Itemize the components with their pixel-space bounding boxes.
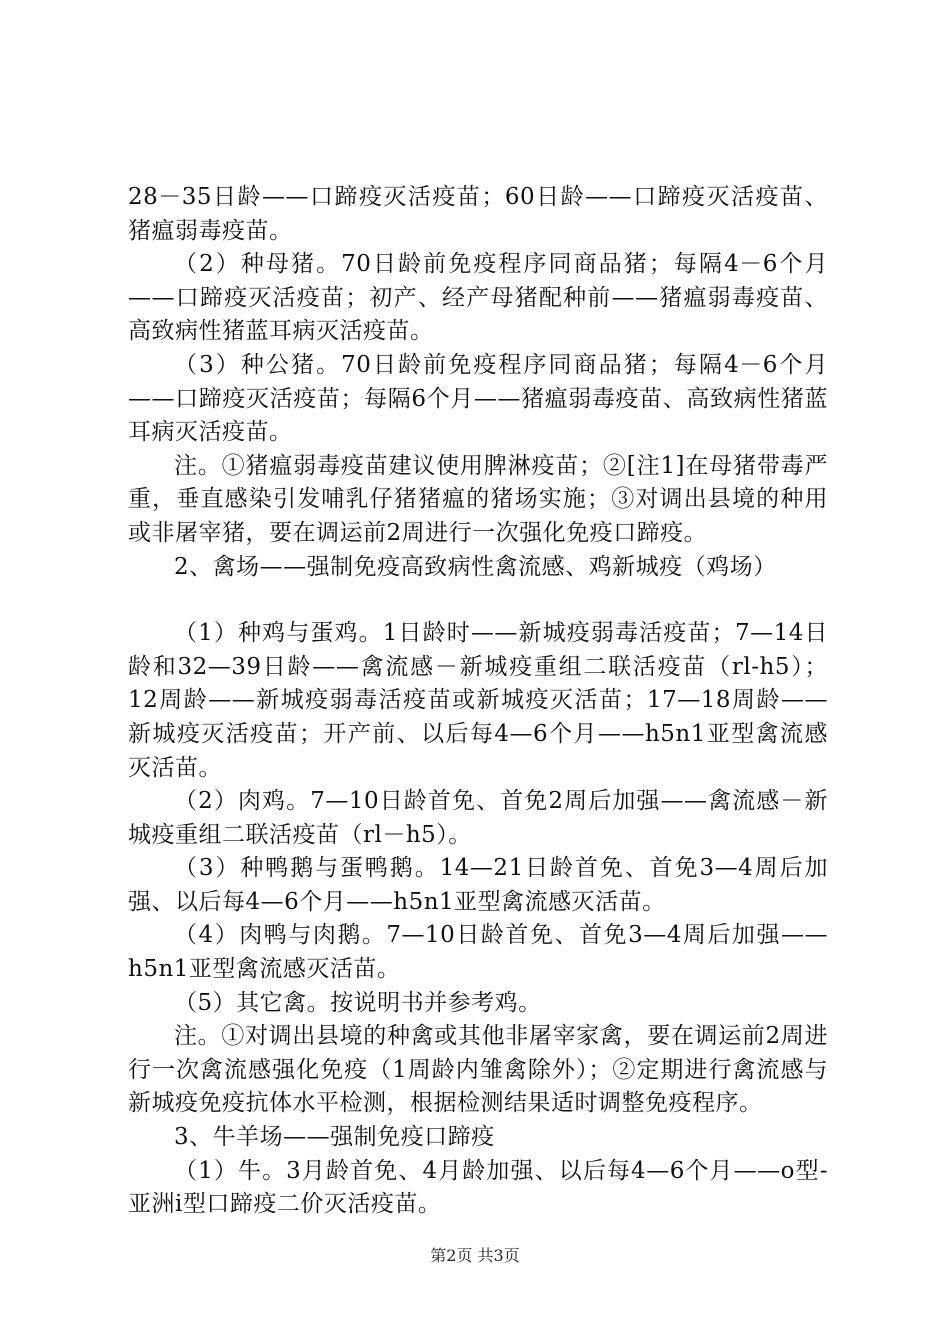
paragraph-meat-ducks-geese: （4）肉鸭与肉鹅。7—10日龄首免、首免3—4周后加强——h5n1亚型禽流感灭活苗。 [128, 922, 828, 983]
paragraph-cattle: （1）牛。3月龄首免、4月龄加强、以后每4—6个月——o型-亚洲i型口蹄疫二价灭活疫苗。 [128, 1157, 828, 1218]
paragraph-piglet-schedule: 28－35日龄——口蹄疫灭活疫苗；60日龄——口蹄疫灭活疫苗、猪瘟弱毒疫苗。 [128, 184, 828, 244]
section-heading-cattle-sheep: 3、牛羊场——强制免疫口蹄疫 [174, 1124, 495, 1151]
paragraph-breeder-layer-chicken: （1）种鸡与蛋鸡。1日龄时——新城疫弱毒活疫苗；7—14日龄和32—39日龄——禽流感－新城疫重组二联活疫苗（rl-h5）；12周龄——新城疫弱毒活疫苗或新城疫灭活苗；17—18周龄——新城疫灭活疫苗；开产前、以后每4—6个月——h5n1亚型禽流感灭活苗。 [128, 620, 828, 781]
paragraph-breeding-sow: （2）种母猪。70日龄前免疫程序同商品猪；每隔4－6个月——口蹄疫灭活疫苗；初产、经产母猪配种前——猪瘟弱毒疫苗、高致病性猪蓝耳病灭活疫苗。 [128, 251, 828, 345]
paragraph-breeding-boar: （3）种公猪。70日龄前免疫程序同商品猪；每隔4－6个月——口蹄疫灭活疫苗；每隔6个月——猪瘟弱毒疫苗、高致病性猪蓝耳病灭活疫苗。 [128, 351, 828, 446]
body-text [128, 181, 828, 1222]
paragraph-other-poultry: （5）其它禽。按说明书并参考鸡。 [174, 989, 542, 1016]
paragraph-poultry-notes: 注。①对调出县境的种禽或其他非屠宰家禽，要在调运前2周进行一次禽流感强化免疫（1周龄内雏禽除外）；②定期进行禽流感与新城疫免疫抗体水平检测，根据检测结果适时调整免疫程序。 [128, 1023, 828, 1117]
section-heading-poultry: 2、禽场——强制免疫高致病性禽流感、鸡新城疫（鸡场） [174, 553, 777, 580]
paragraph-broiler: （2）肉鸡。7—10日龄首免、首免2周后加强——禽流感－新城疫重组二联活疫苗（rl－h5）。 [128, 788, 828, 848]
paragraph-pig-notes: 注。①猪瘟弱毒疫苗建议使用脾淋疫苗；②[注1]在母猪带毒严重，垂直感染引发哺乳仔猪猪瘟的猪场实施；③对调出县境的种用或非屠宰猪，要在调运前2周进行一次强化免疫口蹄疫。 [128, 452, 828, 546]
page-footer: 第2页 共3页 [430, 1246, 520, 1265]
paragraph-breeder-ducks-geese: （3）种鸭鹅与蛋鸭鹅。14—21日龄首免、首免3—4周后加强、以后每4—6个月——h5n1亚型禽流感灭活苗。 [128, 855, 828, 915]
